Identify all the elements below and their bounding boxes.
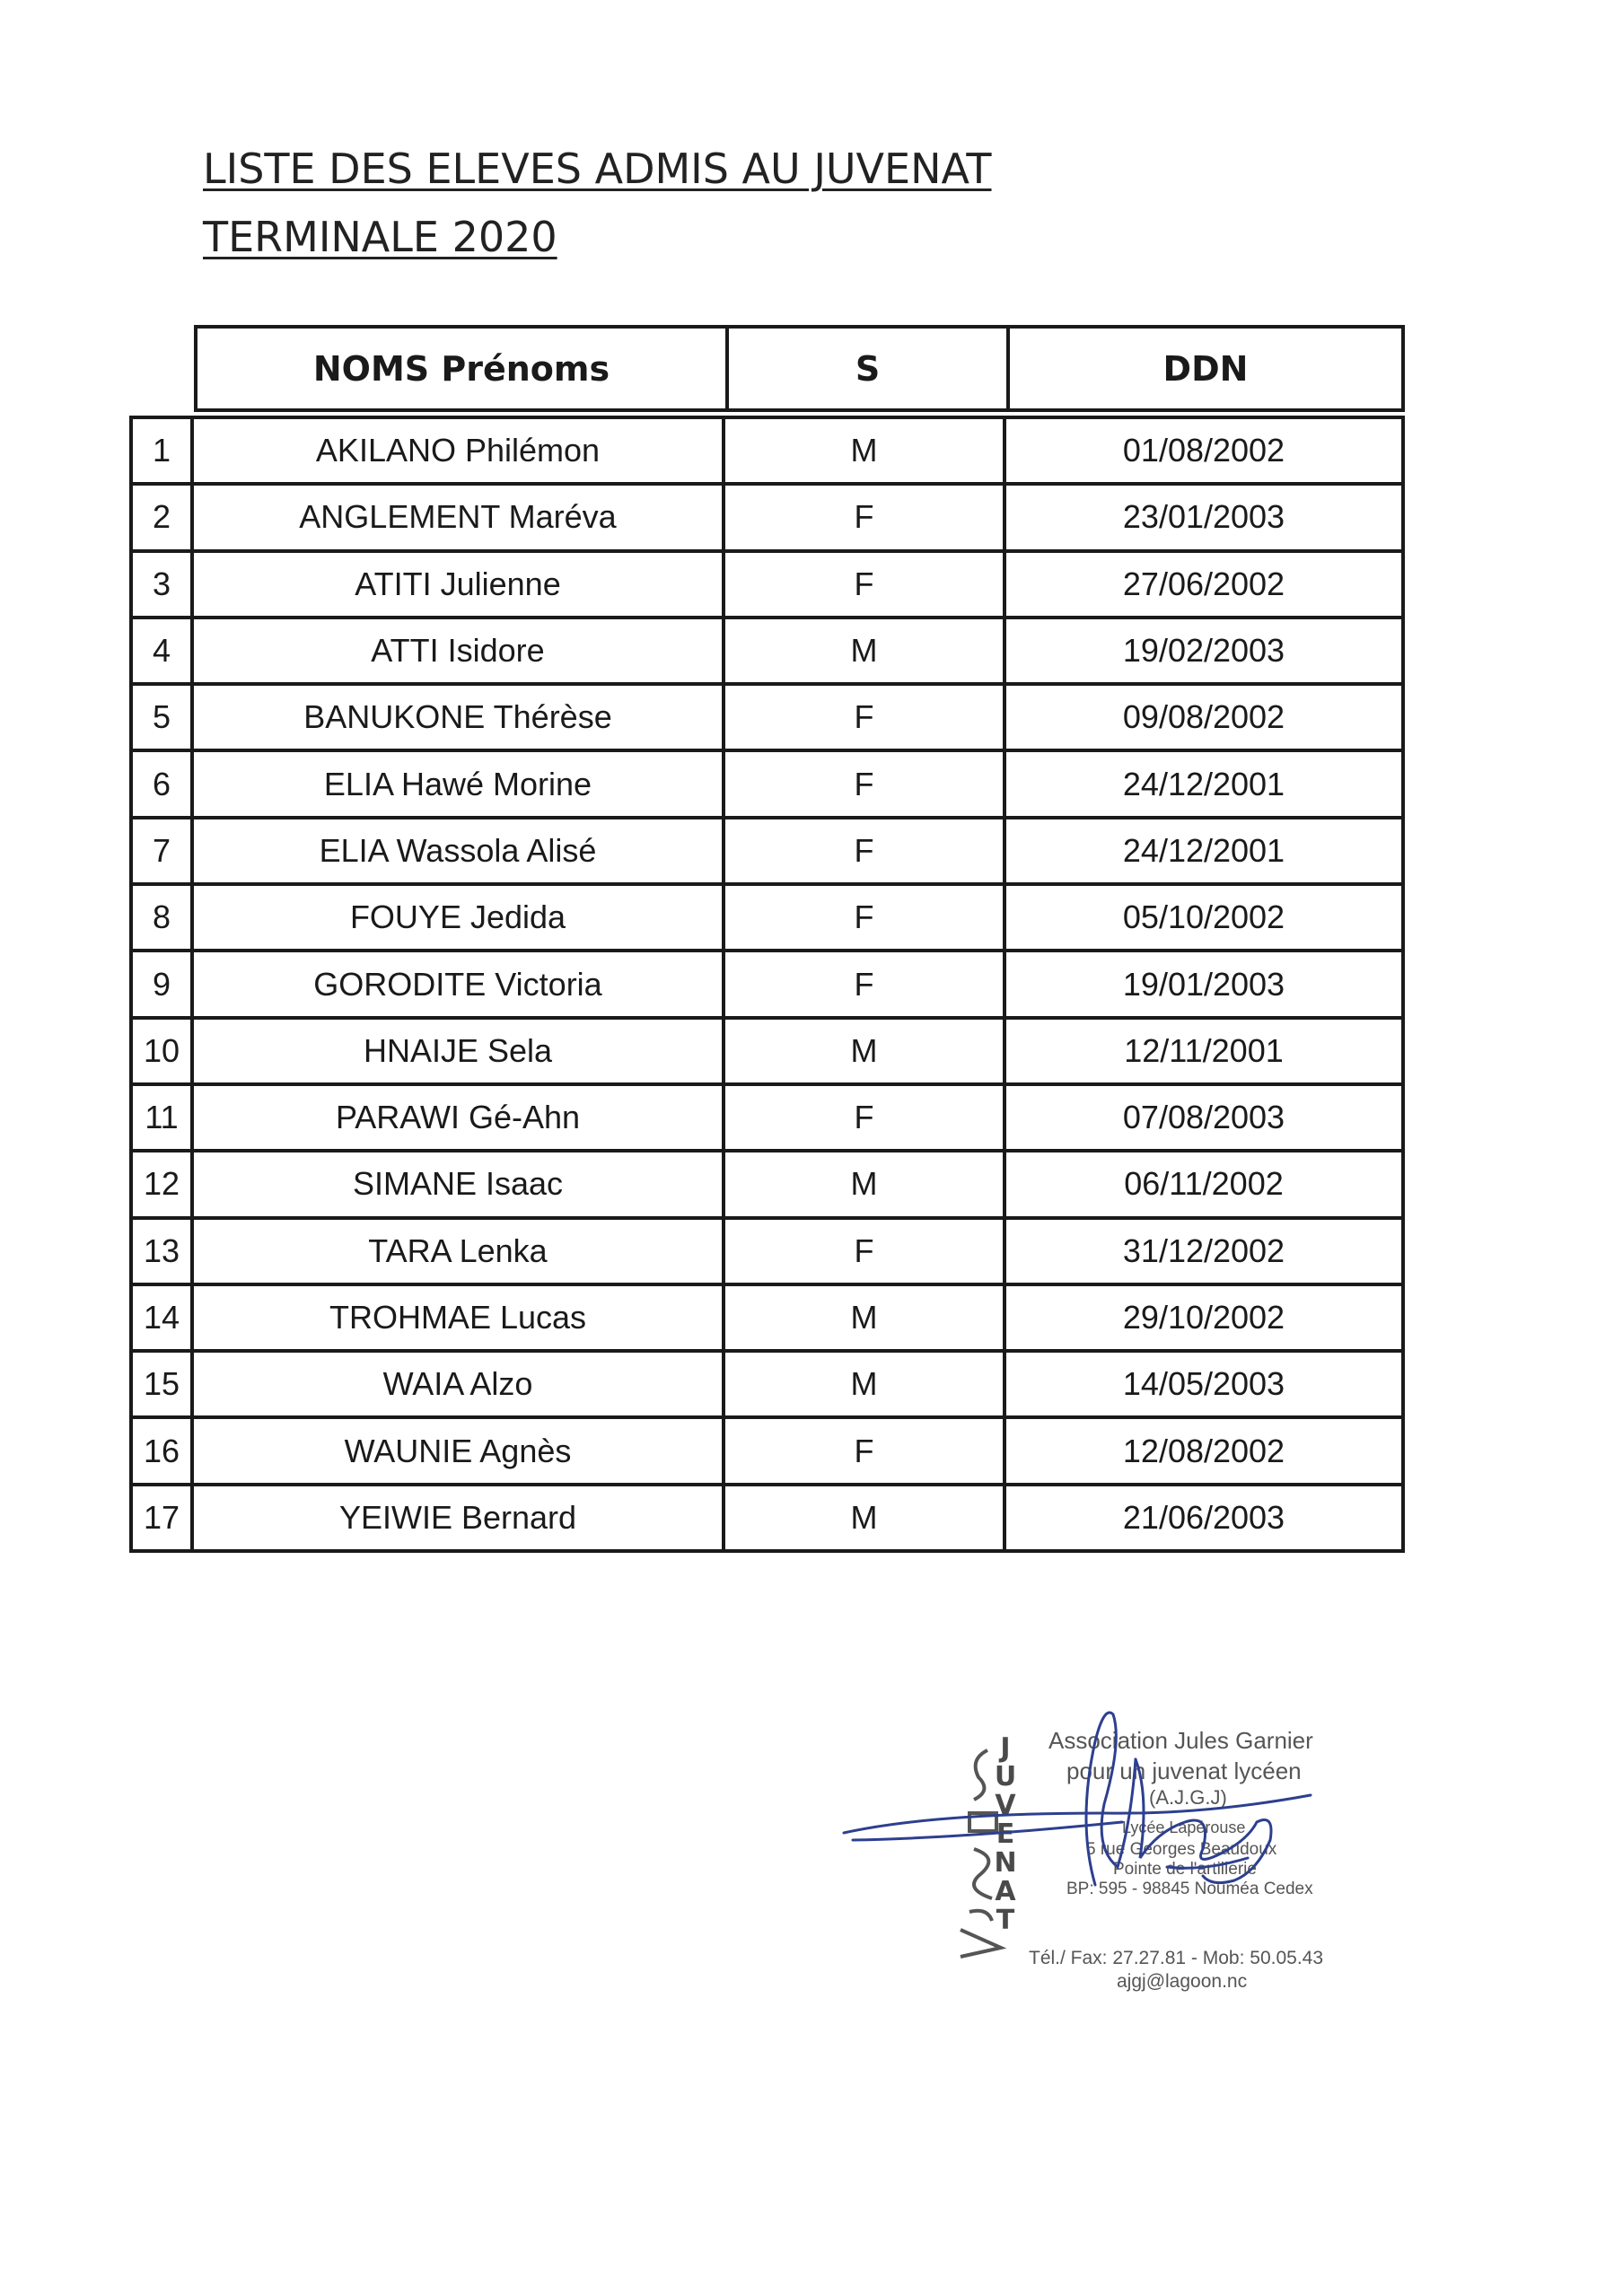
student-name: WAIA Alzo — [194, 1353, 725, 1415]
student-name: BANUKONE Thérèse — [194, 686, 725, 749]
student-name: PARAWI Gé-Ahn — [194, 1086, 725, 1149]
student-name: FOUYE Jedida — [194, 886, 725, 949]
stamp-letter: E — [996, 1818, 1015, 1850]
association-stamp — [826, 1687, 1400, 2020]
stamp-letter: N — [994, 1847, 1017, 1879]
student-sex: M — [725, 1486, 1006, 1549]
table-row — [133, 686, 1401, 752]
table-row — [133, 1286, 1401, 1353]
row-number: 16 — [133, 1419, 194, 1482]
student-sex: M — [725, 419, 1006, 482]
stamp-postal: BP: 595 - 98845 Nouméa Cedex — [1066, 1880, 1313, 1898]
table-header — [194, 325, 1405, 412]
student-ddn: 14/05/2003 — [1122, 1365, 1285, 1403]
row-number: 15 — [133, 1353, 194, 1415]
student-name: ANGLEMENT Maréva — [194, 486, 725, 548]
table-row — [133, 819, 1401, 886]
row-number: 2 — [133, 486, 194, 548]
student-sex: M — [725, 619, 1006, 682]
student-sex: M — [725, 1020, 1006, 1082]
student-sex: F — [725, 886, 1006, 949]
row-number: 14 — [133, 1286, 194, 1349]
student-sex: F — [725, 1086, 1006, 1149]
header-ddn: DDN — [1162, 348, 1249, 389]
student-ddn: 12/11/2001 — [1124, 1031, 1284, 1069]
row-number: 4 — [133, 619, 194, 682]
student-name: GORODITE Victoria — [194, 952, 725, 1015]
table-row — [133, 886, 1401, 952]
row-number: 11 — [133, 1086, 194, 1149]
table-row — [133, 1486, 1401, 1553]
table-row — [133, 619, 1401, 686]
student-ddn: 01/08/2002 — [1122, 432, 1285, 469]
row-number: 9 — [133, 952, 194, 1015]
student-ddn: 24/12/2001 — [1122, 765, 1285, 802]
document-title: LISTE DES ELEVES ADMIS AU JUVENAT — [203, 145, 992, 193]
table-row — [133, 553, 1401, 619]
student-name: ATITI Julienne — [194, 553, 725, 616]
stamp-letter: T — [996, 1905, 1015, 1936]
student-sex: F — [725, 1220, 1006, 1283]
row-number: 3 — [133, 553, 194, 616]
student-sex: F — [725, 952, 1006, 1015]
student-ddn: 29/10/2002 — [1122, 1299, 1285, 1336]
row-number: 6 — [133, 752, 194, 815]
document-subtitle: TERMINALE 2020 — [203, 213, 557, 261]
student-ddn: 06/11/2002 — [1124, 1165, 1284, 1203]
student-ddn: 07/08/2003 — [1122, 1099, 1285, 1136]
student-name: WAUNIE Agnès — [194, 1419, 725, 1482]
student-ddn: 24/12/2001 — [1122, 831, 1285, 869]
table-row — [133, 1020, 1401, 1086]
row-number: 8 — [133, 886, 194, 949]
student-sex: M — [725, 1353, 1006, 1415]
student-name: AKILANO Philémon — [194, 419, 725, 482]
row-number: 10 — [133, 1020, 194, 1082]
stamp-pour: pour un juvenat lycéen — [1066, 1757, 1302, 1784]
table-row — [133, 752, 1401, 819]
student-sex: F — [725, 1419, 1006, 1482]
table-row — [133, 1152, 1401, 1219]
stamp-locality: Pointe de l'artillerie — [1113, 1860, 1257, 1879]
table-row — [133, 419, 1401, 486]
stamp-email: ajgj@lagoon.nc — [1117, 1971, 1248, 1992]
student-ddn: 12/08/2002 — [1122, 1432, 1285, 1469]
stamp-letter: A — [995, 1876, 1016, 1907]
student-name: HNAIJE Sela — [194, 1020, 725, 1082]
student-ddn: 21/06/2003 — [1122, 1498, 1285, 1536]
table-row — [133, 952, 1401, 1019]
student-name: SIMANE Isaac — [194, 1152, 725, 1215]
student-name: ATTI Isidore — [194, 619, 725, 682]
student-sex: M — [725, 1152, 1006, 1215]
stamp-abbreviation: (A.J.G.J) — [1149, 1786, 1227, 1809]
stamp-letter: U — [994, 1761, 1017, 1792]
student-name: TARA Lenka — [194, 1220, 725, 1283]
row-number: 7 — [133, 819, 194, 882]
header-sex: S — [729, 329, 1010, 408]
row-number: 12 — [133, 1152, 194, 1215]
table-row — [133, 486, 1401, 552]
table-row — [133, 1419, 1401, 1485]
student-ddn: 31/12/2002 — [1122, 1231, 1285, 1269]
student-sex: F — [725, 553, 1006, 616]
row-number: 5 — [133, 686, 194, 749]
student-sex: F — [725, 486, 1006, 548]
student-ddn: 19/01/2003 — [1122, 965, 1285, 1003]
student-ddn: 09/08/2002 — [1122, 698, 1285, 736]
row-number: 1 — [133, 419, 194, 482]
table-row — [133, 1086, 1401, 1152]
stamp-letter: V — [995, 1790, 1016, 1821]
table-row — [133, 1220, 1401, 1286]
row-number: 13 — [133, 1220, 194, 1283]
handwritten-signature — [826, 1687, 1400, 2020]
table-row — [133, 1353, 1401, 1419]
student-ddn: 05/10/2002 — [1122, 898, 1285, 936]
student-ddn: 19/02/2003 — [1122, 632, 1285, 670]
row-number: 17 — [133, 1486, 194, 1549]
stamp-letter: J — [1000, 1732, 1011, 1764]
student-ddn: 23/01/2003 — [1122, 498, 1285, 536]
students-table — [129, 416, 1405, 1553]
stamp-phone: Tél./ Fax: 27.27.81 - Mob: 50.05.43 — [1029, 1948, 1324, 1968]
stamp-address: 5 rue Georges Beaudoux — [1086, 1840, 1277, 1859]
student-sex: F — [725, 819, 1006, 882]
stamp-association: Association Jules Garnier — [1048, 1727, 1313, 1754]
student-name: ELIA Wassola Alisé — [194, 819, 725, 882]
stamp-lycee: Lycée Lapérouse — [1122, 1818, 1246, 1836]
student-sex: M — [725, 1286, 1006, 1349]
student-ddn: 27/06/2002 — [1122, 565, 1285, 602]
header-name: NOMS Prénoms — [197, 329, 729, 408]
student-sex: F — [725, 752, 1006, 815]
student-name: TROHMAE Lucas — [194, 1286, 725, 1349]
student-name: YEIWIE Bernard — [194, 1486, 725, 1549]
student-sex: F — [725, 686, 1006, 749]
student-name: ELIA Hawé Morine — [194, 752, 725, 815]
